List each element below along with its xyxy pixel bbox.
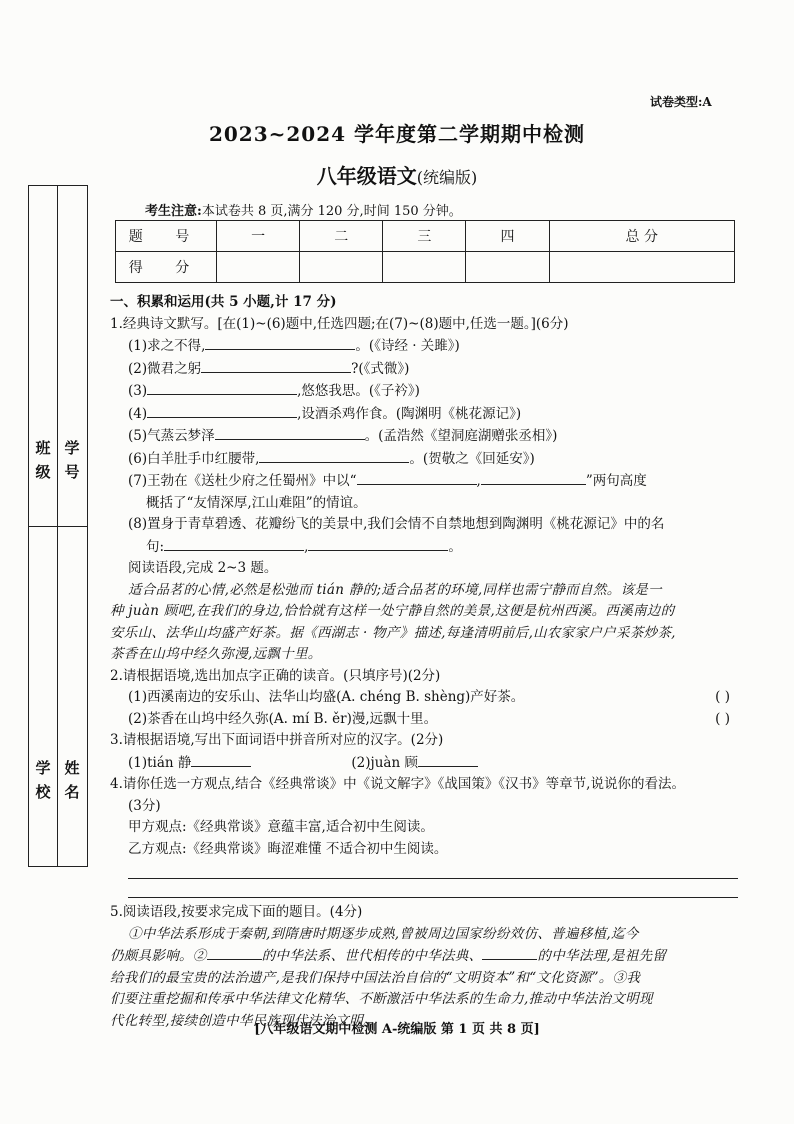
- answer-blank[interactable]: [164, 536, 304, 551]
- poem-item-pre: (3): [128, 383, 148, 399]
- binding-divider-horizontal: [29, 526, 87, 527]
- poem-item-post: ,悠悠我思。(《子衿》): [297, 383, 420, 399]
- class-label: 班 级: [35, 439, 51, 481]
- q5-line: ①中华法系形成于秦朝,到隋唐时期逐步成熟,曾被周边国家纷纷效仿、普遍移植,迄今: [128, 925, 639, 942]
- poem-item-pre: (1)求之不得,: [128, 338, 206, 354]
- poem-item-post: ?(《式微》): [351, 360, 410, 377]
- answer-blank[interactable]: [357, 470, 477, 485]
- pinyin-item: (1)tián 静: [128, 754, 192, 771]
- poem-item-pre: (6)白羊肚手巾红腰带,: [128, 450, 260, 467]
- poem-item-7: (7)王勃在《送杜少府之任蜀州》中以“ , ”两句高度: [110, 470, 750, 493]
- answer-blank[interactable]: [259, 448, 409, 463]
- pinyin-items: [110, 752, 750, 775]
- score-header-cell: 三: [383, 221, 466, 252]
- score-cell[interactable]: [217, 252, 300, 283]
- question-4-stem: 4.请你任选一方观点,结合《经典常谈》中《说文解字》《战国策》《汉书》等章节,说说你的看法。: [110, 776, 685, 792]
- name-label: 姓 名: [64, 759, 80, 801]
- pinyin-item: (2)juàn 顾: [351, 754, 418, 771]
- poem-item: [110, 448, 750, 471]
- reading-intro: 阅读语段,完成 2~3 题。: [128, 560, 278, 576]
- answer-blank[interactable]: [308, 536, 448, 551]
- score-cell[interactable]: [549, 252, 734, 283]
- pronunciation-text: (2)茶香在山坞中经久弥(A. mí B. ěr)漫,远飘十里。: [128, 710, 438, 727]
- section-title: 一、积累和运用(共 5 小题,计 17 分): [110, 294, 337, 310]
- score-cell[interactable]: [466, 252, 549, 283]
- answer-blank[interactable]: [191, 752, 251, 767]
- pronunciation-text: (1)西溪南边的安乐山、法华山均盛(A. chéng B. shèng)产好茶。: [128, 689, 525, 705]
- exam-subtitle: [0, 160, 794, 189]
- question-5-stem: 5.阅读语段,按要求完成下面的题目。(4分): [110, 904, 363, 920]
- score-table-score-row: [116, 252, 735, 283]
- score-row-label: 得 分: [116, 252, 217, 283]
- pronunciation-item: [110, 709, 750, 731]
- score-header-cell: 题 号: [116, 221, 217, 252]
- q5-line: 们要注重挖掘和传承中华法律文化精华、不断激活中华法系的生命力,推动中华法治文明现: [110, 991, 653, 1007]
- poem-item-7-cont: 概括了“友情深厚,江山难阻”的情谊。: [146, 494, 367, 511]
- q5-text: 的中华法系、世代相传的中华法典、: [261, 948, 483, 964]
- q5-line: 代化转型,接续创造中华民族现代法治文明。: [110, 1012, 377, 1029]
- answer-blank[interactable]: [147, 403, 297, 418]
- poem-item-pre: (2)微君之躬: [128, 360, 202, 377]
- passage-line: 安乐山、法华山均盛产好茶。据《西湖志 · 物产》描述,每逢清明前后,山农家家户户采茶炒茶,: [110, 624, 676, 641]
- answer-blank[interactable]: [481, 470, 586, 485]
- q5-line: [110, 945, 750, 968]
- poem-item-8: (8)置身于青草碧透、花瓣纷飞的美景中,我们会情不自禁地想到陶渊明《桃花源记》中的名: [128, 516, 665, 532]
- passage-line: 种 juàn 顾吧,在我们的身边,恰恰就有这样一处宁静自然的美景,这便是杭州西溪。西溪南边的: [110, 603, 675, 619]
- poem-item-post: ,设酒杀鸡作食。(陶渊明《桃花源记》): [297, 405, 522, 422]
- answer-paren[interactable]: ( ): [715, 710, 730, 727]
- score-table: [115, 220, 735, 283]
- answer-blank[interactable]: [147, 380, 297, 395]
- poem-item-8-text: 句:: [146, 538, 165, 555]
- score-header-cell: 四: [466, 221, 549, 252]
- viewpoint-a: 甲方观点:《经典常谈》意蕴丰富,适合初中生阅读。: [128, 819, 434, 835]
- question-content: [110, 292, 750, 1032]
- student-id-label: 学 号: [64, 439, 80, 481]
- poem-item-8-text: 。: [448, 538, 462, 555]
- poem-item: [110, 425, 750, 448]
- binding-strip: [28, 185, 88, 867]
- score-cell[interactable]: [300, 252, 383, 283]
- subject-title: 八年级语文: [316, 164, 417, 188]
- score-table-header-row: [116, 221, 735, 252]
- edition-label: (统编版): [416, 168, 478, 187]
- poem-item-pre: (5)气蒸云梦泽: [128, 428, 215, 444]
- question-3-stem: 3.请根据语境,写出下面词语中拼音所对应的汉字。(2分): [110, 732, 444, 748]
- poem-item: [110, 380, 750, 403]
- poem-item: [110, 403, 750, 426]
- candidate-notice: [145, 200, 462, 219]
- question-1-stem: 1.经典诗文默写。[在(1)~(6)题中,任选四题;在(7)~(8)题中,任选一题。](6分): [110, 315, 569, 332]
- poem-item: [110, 335, 750, 358]
- viewpoint-b: 乙方观点:《经典常谈》晦涩难懂 不适合初中生阅读。: [128, 840, 448, 857]
- school-label: 学 校: [35, 759, 51, 801]
- page-footer: [八年级语文期中检测 A-统编版 第 1 页 共 8 页]: [254, 1022, 540, 1037]
- answer-blank[interactable]: [482, 945, 537, 960]
- poem-item-8-cont: 句: , 。: [110, 536, 750, 559]
- paper-type: 试卷类型:A: [650, 95, 712, 109]
- answer-blank[interactable]: [207, 945, 262, 960]
- notice-text: 本试卷共 8 页,满分 120 分,时间 150 分钟。: [201, 204, 462, 219]
- answer-line[interactable]: [128, 860, 738, 879]
- passage-line: 适合品茗的心情,必然是松弛而 tián 静的;适合品茗的环境,同样也需宁静而自然。该是一: [128, 581, 662, 598]
- q5-text: 仍颇具影响。②: [110, 948, 207, 964]
- poem-item: [110, 358, 750, 381]
- answer-blank[interactable]: [205, 335, 355, 350]
- q5-text: 的中华法理,是祖先留: [537, 948, 667, 964]
- score-header-cell: 二: [300, 221, 383, 252]
- question-4-points: (3分): [128, 797, 161, 814]
- poem-item-post: 。(贺敬之《回延安》): [409, 450, 535, 467]
- notice-label: 考生注意:: [145, 204, 202, 219]
- pronunciation-item: [110, 687, 750, 709]
- poem-item-7-text: (7)王勃在《送杜少府之任蜀州》中以“: [128, 473, 357, 489]
- answer-blank[interactable]: [201, 358, 351, 373]
- score-cell[interactable]: [383, 252, 466, 283]
- answer-paren[interactable]: ( ): [715, 689, 730, 705]
- poem-item-pre: (4): [128, 405, 148, 422]
- answer-blank[interactable]: [215, 425, 365, 440]
- poem-item-post: 。(《诗经 · 关雎》): [355, 338, 460, 354]
- score-header-cell: 总 分: [549, 221, 734, 252]
- score-header-cell: 一: [217, 221, 300, 252]
- poem-item-post: 。(孟浩然《望洞庭湖赠张丞相》): [364, 428, 558, 444]
- exam-title: 2023~2024 学年度第二学期期中检测: [208, 122, 586, 146]
- passage-line: 茶香在山坞中经久弥漫,远飘十里。: [110, 646, 322, 662]
- answer-line[interactable]: [128, 879, 738, 898]
- poem-item-7-text: ”两句高度: [585, 473, 647, 489]
- question-2-stem: 2.请根据语境,选出加点字正确的读音。(只填序号)(2分): [110, 667, 441, 684]
- q5-line: 给我们的最宝贵的法治遗产,是我们保持中国法治自信的“文明资本”和“文化资源”。③我: [110, 969, 641, 986]
- answer-blank[interactable]: [418, 752, 478, 767]
